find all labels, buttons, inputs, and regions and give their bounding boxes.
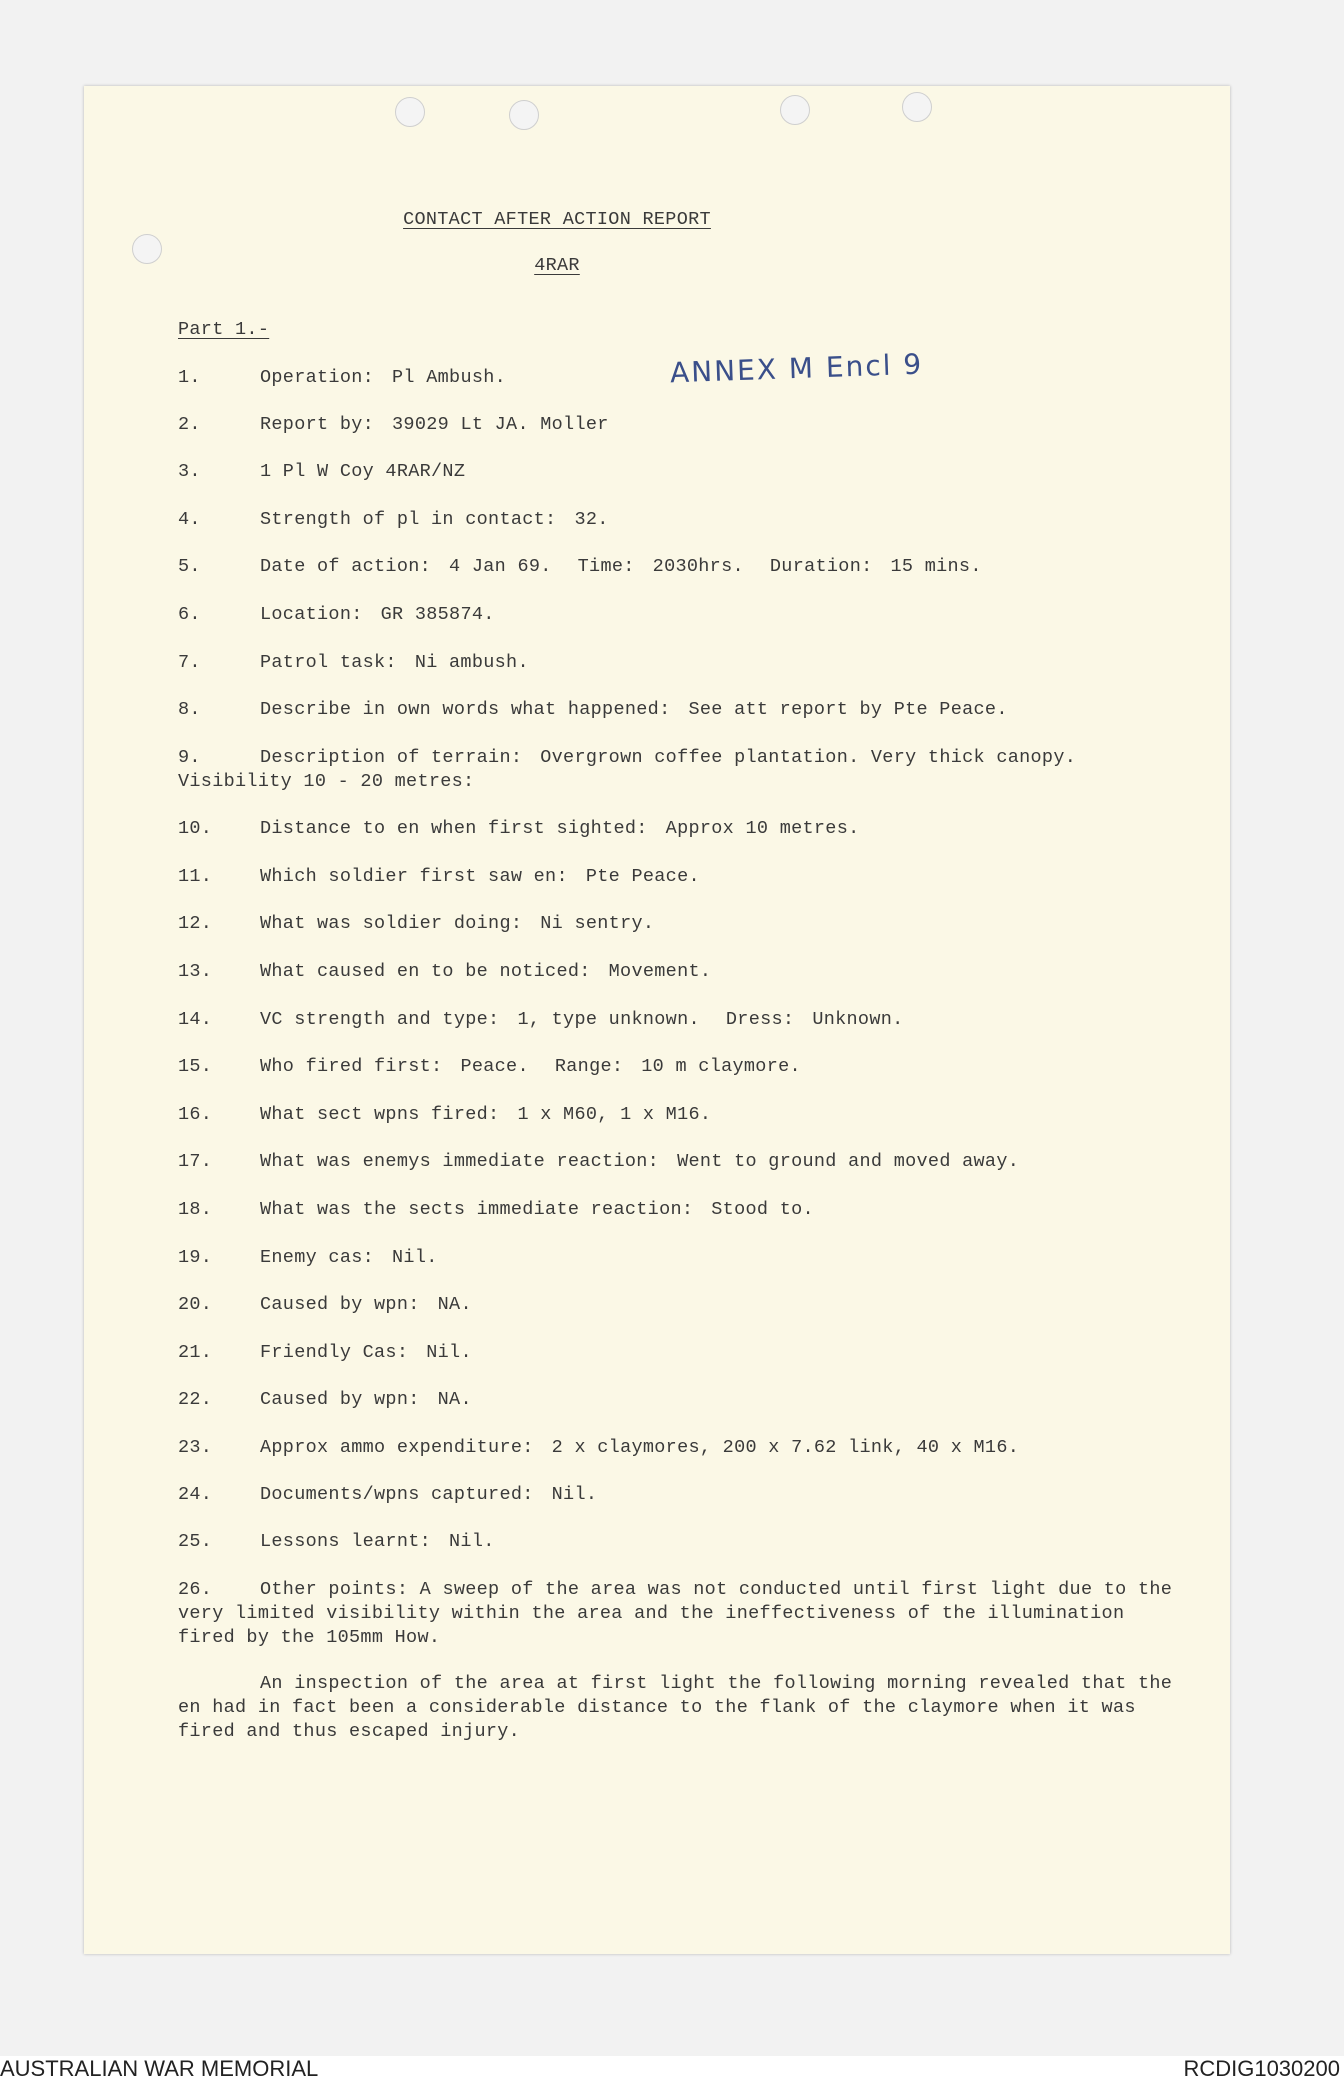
report-item bbox=[178, 1530, 1178, 1554]
report-item bbox=[178, 698, 1178, 722]
punch-hole bbox=[780, 95, 810, 125]
item-number: 24. bbox=[178, 1484, 213, 1505]
item-number: 5. bbox=[178, 556, 201, 577]
item-value: Unknown. bbox=[812, 1009, 904, 1030]
item-label: Range: bbox=[554, 1056, 624, 1077]
item-number: 25. bbox=[178, 1531, 213, 1552]
item-value: Movement. bbox=[608, 961, 712, 982]
item-value: 2 x claymores, 200 x 7.62 link, 40 x M16. bbox=[551, 1437, 1020, 1458]
report-item bbox=[178, 912, 1178, 936]
item-label: Describe in own words what happened: bbox=[260, 699, 671, 720]
item-value: 1 x M60, 1 x M16. bbox=[517, 1104, 712, 1125]
item-label: Dress: bbox=[725, 1009, 795, 1030]
report-item bbox=[178, 746, 1178, 770]
item-value: 2030hrs. bbox=[652, 556, 744, 577]
item-label: Operation: bbox=[260, 367, 375, 388]
report-item bbox=[178, 1150, 1178, 1174]
item-value: Nil. bbox=[392, 1247, 438, 1268]
item-label: Duration: bbox=[769, 556, 873, 577]
item-number: 7. bbox=[178, 652, 201, 673]
punch-hole bbox=[395, 97, 425, 127]
item-label: Strength of pl in contact: bbox=[260, 509, 557, 530]
report-item bbox=[178, 1293, 1178, 1317]
report-item bbox=[178, 460, 1178, 484]
item-number: 4. bbox=[178, 509, 201, 530]
report-item bbox=[178, 1341, 1178, 1365]
item-number: 14. bbox=[178, 1009, 213, 1030]
item-label: Patrol task: bbox=[260, 652, 397, 673]
item-value: 10 m claymore. bbox=[641, 1056, 801, 1077]
item-label: What caused en to be noticed: bbox=[260, 961, 591, 982]
item-value: NA. bbox=[437, 1389, 472, 1410]
item-number: 6. bbox=[178, 604, 201, 625]
item-label: Documents/wpns captured: bbox=[260, 1484, 534, 1505]
report-item-continuation: Visibility 10 - 20 metres: bbox=[178, 771, 475, 792]
item-number: 23. bbox=[178, 1437, 213, 1458]
item-label: Approx ammo expenditure: bbox=[260, 1437, 534, 1458]
item-label: What was enemys immediate reaction: bbox=[260, 1151, 660, 1172]
report-item bbox=[178, 1103, 1178, 1127]
item-number: 20. bbox=[178, 1294, 213, 1315]
item-label: Friendly Cas: bbox=[260, 1342, 409, 1363]
item-label: Location: bbox=[260, 604, 363, 625]
report-item bbox=[178, 1436, 1178, 1460]
item-value: NA. bbox=[437, 1294, 472, 1315]
unit-heading: 4RAR bbox=[534, 255, 580, 276]
item-label: Lessons learnt: bbox=[260, 1531, 432, 1552]
footer-source: AUSTRALIAN WAR MEMORIAL bbox=[0, 2056, 319, 2081]
item-label: Other points: bbox=[260, 1579, 409, 1600]
item-value: Nil. bbox=[551, 1484, 598, 1505]
item-number: 18. bbox=[178, 1199, 213, 1220]
report-item bbox=[178, 865, 1178, 889]
punch-hole bbox=[902, 92, 932, 122]
item-value: 15 mins. bbox=[890, 556, 982, 577]
report-item bbox=[178, 413, 1178, 437]
item-value: Nil. bbox=[449, 1531, 495, 1552]
item-value: A sweep of the area was not conducted until first light due to the very limited visibility within the area and the ineffectiveness of the illumination fired by the 105mm How. bbox=[178, 1579, 1173, 1648]
item-label: Time: bbox=[577, 556, 635, 577]
item-number: 15. bbox=[178, 1056, 213, 1077]
item-value: Pte Peace. bbox=[585, 866, 700, 887]
item-label: Caused by wpn: bbox=[260, 1294, 420, 1315]
item-number: 2. bbox=[178, 414, 201, 435]
item-value: Overgrown coffee plantation. Very thick canopy. bbox=[540, 747, 1077, 768]
item-label: What sect wpns fired: bbox=[260, 1104, 500, 1125]
item-number: 16. bbox=[178, 1104, 213, 1125]
report-item bbox=[178, 960, 1178, 984]
item-label: Who fired first: bbox=[260, 1056, 443, 1077]
item-number: 17. bbox=[178, 1151, 213, 1172]
report-item bbox=[178, 603, 1178, 627]
item-label: VC strength and type: bbox=[260, 1009, 500, 1030]
item-label: Description of terrain: bbox=[260, 747, 523, 768]
report-item-26 bbox=[178, 1578, 1178, 1650]
item-label: What was soldier doing: bbox=[260, 913, 523, 934]
item-label: What was the sects immediate reaction: bbox=[260, 1199, 694, 1220]
item-value: GR 385874. bbox=[380, 604, 495, 625]
item-value: Pl Ambush. bbox=[392, 367, 507, 388]
item-number: 13. bbox=[178, 961, 213, 982]
item-value: 4 Jan 69. bbox=[449, 556, 552, 577]
item-number: 9. bbox=[178, 747, 201, 768]
handwritten-annotation: ANNEX M Encl 9 bbox=[669, 347, 924, 390]
item-number: 19. bbox=[178, 1247, 213, 1268]
item-label: Report by: bbox=[260, 414, 375, 435]
report-item bbox=[178, 366, 1178, 390]
footer-id: RCDIG1030200 bbox=[1183, 2056, 1340, 2081]
item-value: See att report by Pte Peace. bbox=[688, 699, 1008, 720]
item-value: Stood to. bbox=[711, 1199, 814, 1220]
report-item bbox=[178, 1198, 1178, 1222]
part-label: Part 1.- bbox=[178, 319, 270, 340]
item-value: Approx 10 metres. bbox=[665, 818, 860, 839]
punch-hole bbox=[509, 100, 539, 130]
item-label: Distance to en when first sighted: bbox=[260, 818, 648, 839]
report-item bbox=[178, 817, 1178, 841]
item-number: 3. bbox=[178, 461, 201, 482]
report-item bbox=[178, 555, 1178, 579]
item-value: Peace. bbox=[460, 1056, 529, 1077]
item-label: Enemy cas: bbox=[260, 1247, 375, 1268]
item-number: 11. bbox=[178, 866, 213, 887]
item-value: 32. bbox=[574, 509, 609, 530]
report-item bbox=[178, 1008, 1178, 1032]
item-value: Ni ambush. bbox=[414, 652, 529, 673]
item-number: 12. bbox=[178, 913, 213, 934]
item-label: Which soldier first saw en: bbox=[260, 866, 568, 887]
item-label: Date of action: bbox=[260, 556, 432, 577]
report-item bbox=[178, 1483, 1178, 1507]
item-number: 21. bbox=[178, 1342, 213, 1363]
punch-hole bbox=[132, 234, 162, 264]
document-page bbox=[84, 86, 1230, 1954]
item-number: 10. bbox=[178, 818, 213, 839]
item-label: Caused by wpn: bbox=[260, 1389, 420, 1410]
item-label: 1 Pl W Coy 4RAR/NZ bbox=[260, 461, 466, 482]
report-title: CONTACT AFTER ACTION REPORT bbox=[403, 209, 711, 230]
item-value: 39029 Lt JA. Moller bbox=[392, 414, 609, 435]
item-value: Ni sentry. bbox=[540, 913, 655, 934]
report-item bbox=[178, 508, 1178, 532]
item-value: 1, type unknown. bbox=[517, 1009, 700, 1030]
item-value: Went to ground and moved away. bbox=[677, 1151, 1020, 1172]
item-number: 22. bbox=[178, 1389, 213, 1410]
report-item bbox=[178, 1055, 1178, 1079]
item-value: Nil. bbox=[426, 1342, 472, 1363]
item-number: 1. bbox=[178, 367, 201, 388]
report-item bbox=[178, 1246, 1178, 1270]
closing-paragraph: An inspection of the area at first light the following morning revealed that the en had in fact been a considerable distance to the flank of the claymore when it was fired and thus escaped injury. bbox=[178, 1673, 1173, 1742]
report-item bbox=[178, 651, 1178, 675]
item-number: 8. bbox=[178, 699, 201, 720]
report-item bbox=[178, 1388, 1178, 1412]
item-number: 26. bbox=[178, 1579, 213, 1600]
